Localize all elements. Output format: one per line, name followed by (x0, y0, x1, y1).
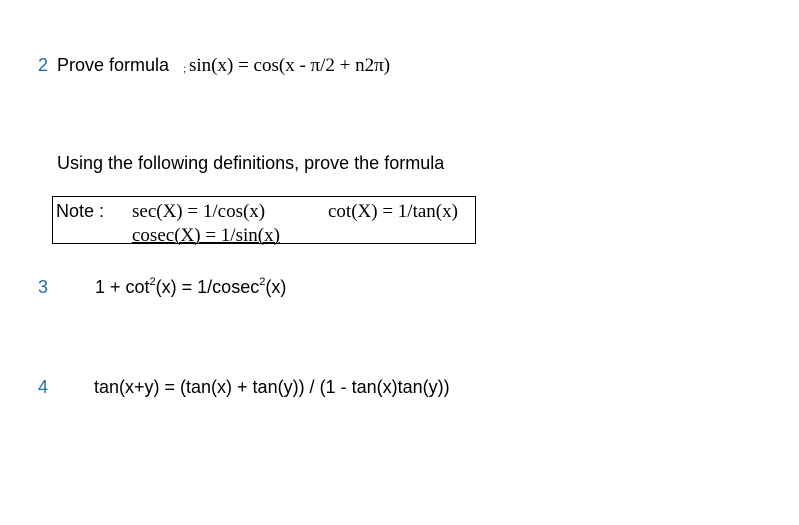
instruction-text: Using the following definitions, prove the formula (57, 153, 445, 173)
item-2-separator: ; (183, 61, 187, 75)
item-2-title: Prove formula (57, 55, 170, 75)
note-cot-definition: cot(X) = 1/tan(x) (328, 201, 458, 222)
note-sec-definition: sec(X) = 1/cos(x) (132, 201, 266, 222)
note-cosec-definition: cosec(X) = 1/sin(x) (132, 225, 280, 246)
item-3-mid: (x) = 1/cosec (155, 277, 260, 297)
item-number-3: 3 (38, 277, 49, 297)
item-number-4: 4 (38, 377, 49, 397)
item-2-formula: sin(x) = cos(x - π/2 + n2π) (189, 55, 391, 76)
item-3-sup-1: 2 (149, 276, 156, 288)
note-label: Note : (56, 201, 105, 221)
item-3-lhs: 1 + cot (95, 277, 150, 297)
item-number-2: 2 (38, 55, 49, 75)
item-3-rhs: (x) (265, 277, 287, 297)
item-4-formula: tan(x+y) = (tan(x) + tan(y)) / (1 - tan(x)tan(y)) (94, 377, 450, 397)
item-3-sup-2: 2 (259, 276, 266, 288)
item-3-formula (95, 277, 286, 298)
